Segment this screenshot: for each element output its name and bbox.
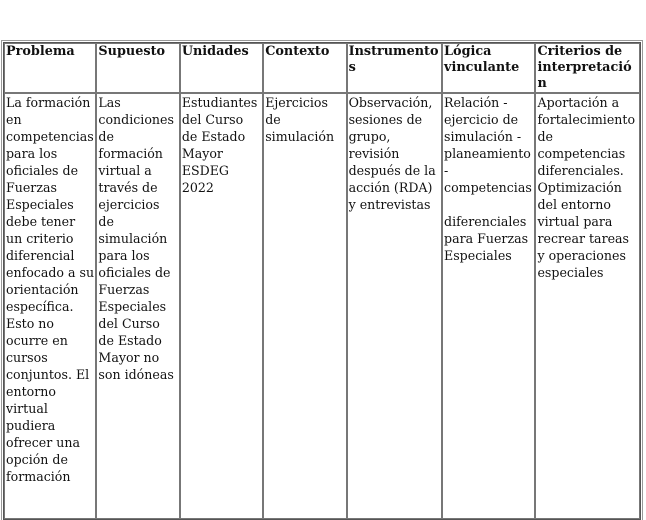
logica-text-part1: Relación - ejercicio de simulación - planeamiento - competencias (444, 95, 532, 195)
header-logica-vinculante: Lógica vinculante (442, 43, 535, 93)
header-problema: Problema (4, 43, 96, 93)
header-row (4, 43, 640, 93)
header-unidades: Unidades (180, 43, 263, 93)
cell-criterios: Aportación a fortalecimiento de competencias diferenciales. Optimización del entorno virtual para recrear tareas y operaciones especiales (535, 93, 640, 519)
cell-unidades: Estudiantes del Curso de Estado Mayor ESDEG 2022 (180, 93, 263, 519)
cell-contexto: Ejercicios de simulación (263, 93, 346, 519)
header-instrumentos: Instrumentos (347, 43, 442, 93)
header-supuesto: Supuesto (96, 43, 179, 93)
logica-text-part2: diferenciales para Fuerzas Especiales (444, 214, 529, 263)
cell-instrumentos: Observación, sesiones de grupo, revisión después de la acción (RDA) y entrevistas (347, 93, 442, 519)
research-matrix-table (3, 42, 641, 520)
paragraph-gap (444, 196, 533, 213)
table-row (4, 93, 640, 519)
header-criterios: Criterios de interpretación (535, 43, 640, 93)
cell-problema: La formación en competencias para los oficiales de Fuerzas Especiales debe tener un criterio diferencial enfocado a su orientación específica. Esto no ocurre en cursos conjuntos. El entorno virtual pudiera ofrecer una opción de formación (4, 93, 96, 519)
cell-logica-vinculante (442, 93, 535, 519)
header-contexto: Contexto (263, 43, 346, 93)
cell-supuesto: Las condiciones de formación virtual a través de ejercicios de simulación para los oficiales de Fuerzas Especiales del Curso de Estado Mayor no son idóneas (96, 93, 179, 519)
